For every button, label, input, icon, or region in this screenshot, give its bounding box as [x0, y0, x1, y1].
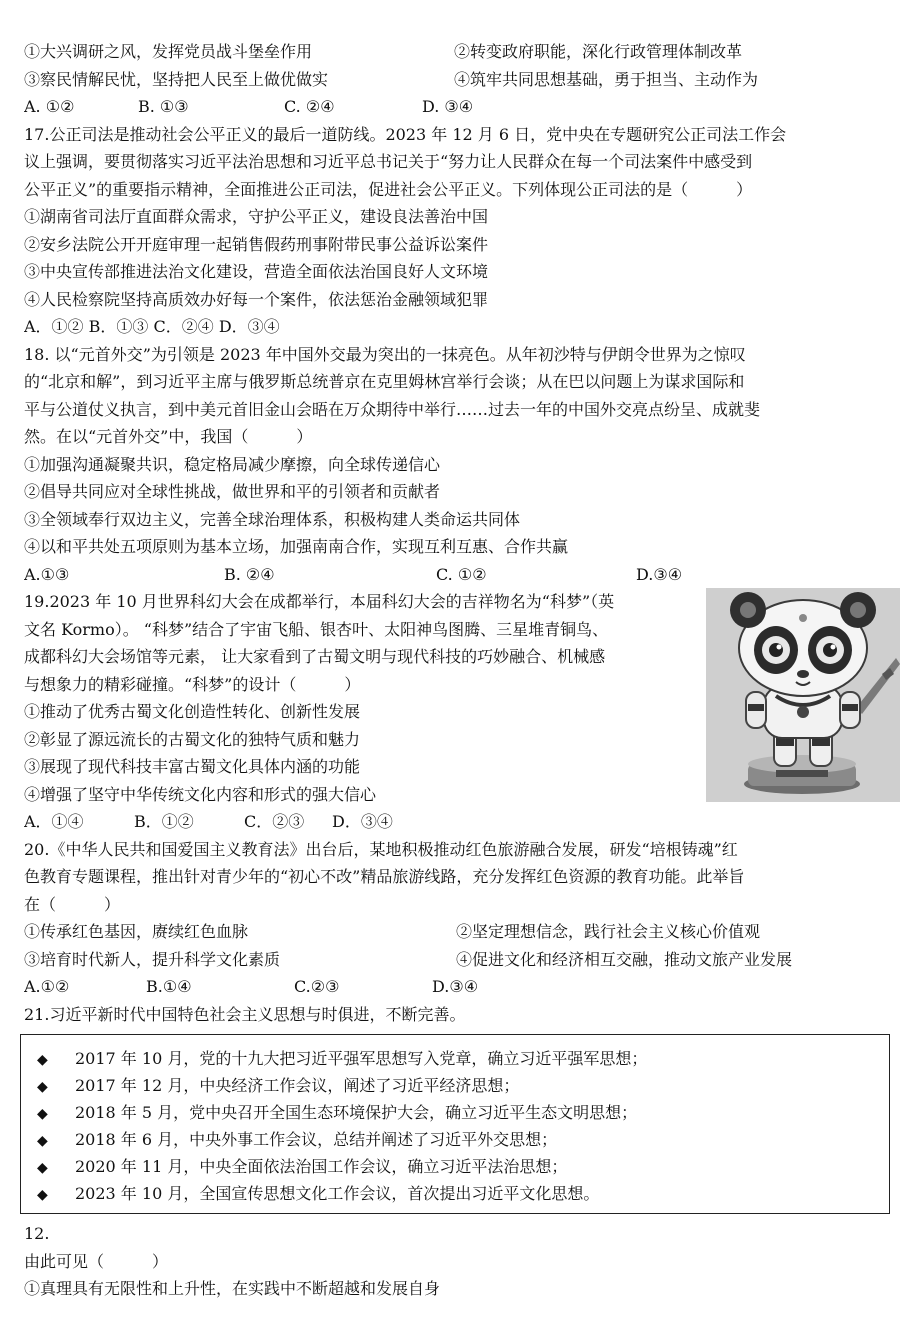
answer-option-a: A.①③: [24, 564, 70, 584]
option-row: [24, 918, 884, 946]
answer-options: [24, 561, 884, 589]
question-stem-line: 20.《中华人民共和国爱国主义教育法》出台后，某地积极推动红色旅游融合发展，研发“培根铸魂”红: [24, 839, 738, 859]
answer-option-b: B. ②④: [224, 564, 275, 584]
answer-options: [24, 973, 884, 1001]
choice-item: ④人民检察院坚持高质效办好每一个案件，依法惩治金融领域犯罪: [24, 289, 489, 309]
option-row: [24, 946, 884, 974]
question-stem-line: 由此可见（ ）: [24, 1251, 169, 1271]
choice-item: ②坚定理想信念，践行社会主义核心价值观: [456, 922, 761, 941]
diamond-bullet-icon: ◆: [37, 1160, 48, 1176]
choice-item: ③展现了现代科技丰富古蜀文化具体内涵的功能: [24, 757, 361, 776]
timeline-item: [37, 1072, 889, 1099]
choice-item: ②彰显了源远流长的古蜀文化的独特气质和魅力: [24, 729, 361, 749]
choice-item: ③中央宣传部推进法治文化建设，营造全面依法治国良好人文环境: [24, 262, 489, 281]
timeline-item: [37, 1126, 889, 1153]
choice-item: ①湖南省司法厅直面群众需求，守护公平正义，建设良法善治中国: [24, 207, 489, 226]
mascot-photo: [706, 588, 900, 802]
question-20: [24, 836, 884, 1001]
question-stem-line: 平与公道仗义执言，到中美元首旧金山会晤在万众期待中举行……过去一年的中国外交亮点纷呈、成就斐: [24, 399, 761, 419]
choice-item: ①加强沟通凝聚共识，稳定格局减少摩擦，向全球传递信心: [24, 454, 441, 474]
answer-option-d: D.③④: [432, 977, 479, 996]
answer-option-b: B．①②: [134, 812, 194, 831]
choice-item: ③察民情解民忧，坚持把人民至上做优做实: [24, 69, 329, 89]
answer-option-a: A. ①②: [24, 97, 75, 116]
answer-option-d: D.③④: [636, 564, 683, 584]
question-19: [24, 588, 884, 836]
option-row: [24, 66, 884, 94]
question-stem-line: 与想象力的精彩碰撞。“科梦”的设计（ ）: [24, 674, 361, 694]
question-stem-line: 在（ ）: [24, 894, 121, 914]
answer-option-b: B. ①③: [138, 97, 189, 116]
timeline-text: 2017 年 10 月，党的十九大把习近平强军思想写入党章，确立习近平强军思想；: [75, 1049, 648, 1068]
question-stem-line: 19.2023 年 10 月世界科幻大会在成都举行，本届科幻大会的吉祥物名为“科梦”（英: [24, 592, 615, 611]
option-row: [24, 38, 884, 66]
choice-item: ④以和平共处五项原则为基本立场，加强南南合作，实现互利互惠、合作共赢: [24, 537, 569, 556]
diamond-bullet-icon: ◆: [37, 1052, 48, 1068]
timeline-text: 2023 年 10 月，全国宣传思想文化工作会议，首次提出习近平文化思想。: [75, 1184, 600, 1203]
answer-option-a: A.①②: [24, 977, 70, 996]
choice-item: ①推动了优秀古蜀文化创造性转化、创新性发展: [24, 702, 361, 721]
timeline-text: 2017 年 12 月，中央经济工作会议，阐述了习近平经济思想；: [75, 1076, 520, 1095]
answer-option-a: A．①④: [24, 812, 84, 831]
answer-options: [24, 93, 884, 121]
question-stem-line: 的“北京和解”，到习近平主席与俄罗斯总统普京在克里姆林宫举行会谈；从在巴以问题上为谋求国际和: [24, 372, 745, 391]
question-17: [24, 121, 884, 341]
timeline-item: [37, 1153, 889, 1180]
choice-item: ①传承红色基因，赓续红色血脉: [24, 922, 249, 941]
mascot-robot-panda-image: [706, 588, 900, 802]
timeline-item: [37, 1099, 889, 1126]
diamond-bullet-icon: ◆: [37, 1106, 48, 1122]
timeline-item: [37, 1045, 889, 1072]
choice-item: ④筑牢共同思想基础，勇于担当、主动作为: [454, 69, 759, 89]
answer-option-c: C.②③: [294, 977, 340, 996]
question-stem-line: 色教育专题课程，推出针对青少年的“初心不改”精品旅游线路，充分发挥红色资源的教育功能。此举旨: [24, 867, 745, 886]
choice-item: ④促进文化和经济相互交融，推动文旅产业发展: [456, 949, 793, 969]
choice-item: ②倡导共同应对全球性挑战，做世界和平的引领者和贡献者: [24, 482, 441, 501]
answer-options: A．①② B．①③ C．②④ D．③④: [24, 317, 280, 336]
answer-option-d: D. ③④: [422, 97, 474, 116]
question-stem-line: 议上强调，要贯彻落实习近平法治思想和习近平总书记关于“努力让人民群众在每一个司法案件中感受到: [24, 152, 753, 171]
choice-item: ④增强了坚守中华传统文化内容和形式的强大信心: [24, 784, 377, 804]
question-stem-line: 17.公正司法是推动社会公平正义的最后一道防线。2023 年 12 月 6 日，党中央在专题研究公正司法工作会: [24, 124, 787, 144]
question-stem-line: 公平正义”的重要指示精神，全面推进公正司法，促进社会公平正义。下列体现公正司法的是（ ）: [24, 179, 753, 199]
diamond-bullet-icon: ◆: [37, 1187, 48, 1203]
choice-item: ②转变政府职能，深化行政管理体制改革: [454, 42, 743, 61]
diamond-bullet-icon: ◆: [37, 1079, 48, 1095]
choice-item: ③培育时代新人，提升科学文化素质: [24, 949, 281, 969]
answer-options: [24, 808, 704, 836]
question-stem-line: 成都科幻大会场馆等元素， 让大家看到了古蜀文明与现代科技的巧妙融合、机械感: [24, 647, 606, 666]
question-stem-line: 18. 以“元首外交”为引领是 2023 年中国外交最为突出的一抹亮色。从年初沙特与伊朗令世界为之惊叹: [24, 344, 746, 364]
timeline-text: 2018 年 5 月，党中央召开全国生态环境保护大会，确立习近平生态文明思想；: [75, 1103, 638, 1122]
question-stem-line: 文名 Kormo）。 “科梦”结合了宇宙飞船、银杏叶、太阳神鸟图腾、三星堆青铜鸟、: [24, 619, 609, 639]
answer-option-c: C. ①②: [436, 564, 487, 584]
question-stem-line: 21.习近平新时代中国特色社会主义思想与时俱进，不断完善。: [24, 1004, 466, 1024]
timeline-item: [37, 1180, 889, 1207]
choice-item: ①大兴调研之风，发挥党员战斗堡垒作用: [24, 42, 313, 61]
choice-item: ①真理具有无限性和上升性，在实践中不断超越和发展自身: [24, 1279, 441, 1298]
exam-page: [24, 38, 884, 1303]
choice-item: ③全领域奉行双边主义，完善全球治理体系，积极构建人类命运共同体: [24, 509, 521, 529]
answer-option-d: D．③④: [332, 812, 393, 831]
answer-option-b: B.①④: [146, 977, 192, 996]
question-number-line: 12.: [24, 1224, 50, 1243]
question-18: [24, 341, 884, 589]
question-stem-line: 然。在以“元首外交”中，我国（ ）: [24, 427, 313, 446]
timeline-text: 2020 年 11 月，中央全面依法治国工作会议，确立习近平法治思想；: [75, 1157, 568, 1176]
question-21: [24, 1001, 884, 1303]
timeline-box: [20, 1034, 890, 1214]
choice-item: ②安乡法院公开开庭审理一起销售假药刑事附带民事公益诉讼案件: [24, 234, 489, 254]
answer-option-c: C．②③: [244, 812, 305, 831]
answer-option-c: C. ②④: [284, 97, 335, 116]
timeline-text: 2018 年 6 月，中央外事工作会议，总结并阐述了习近平外交思想；: [75, 1130, 558, 1149]
diamond-bullet-icon: ◆: [37, 1133, 48, 1149]
